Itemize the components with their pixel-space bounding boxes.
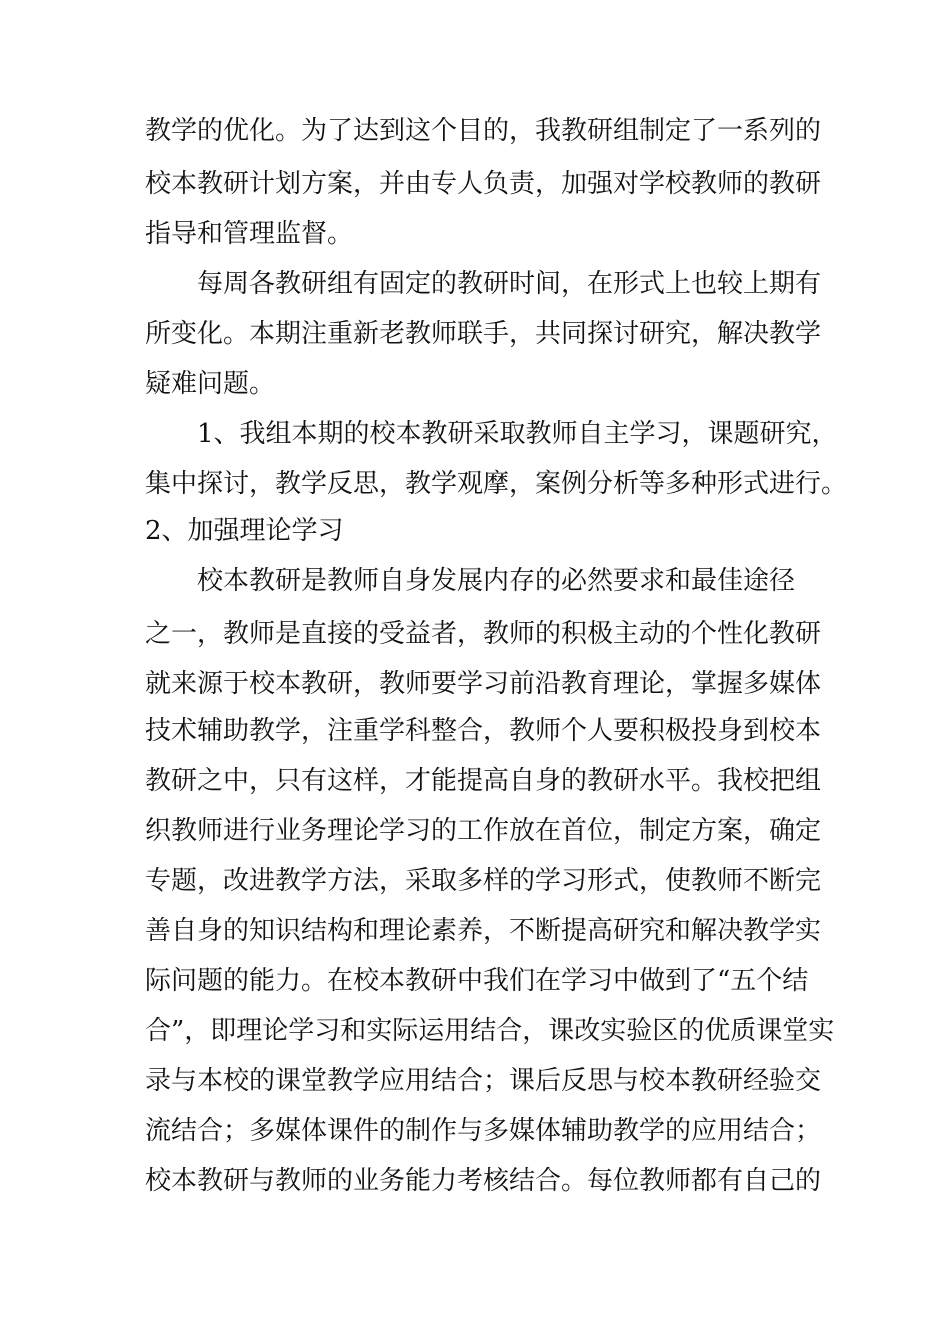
text-line: 录与本校的课堂教学应用结合；课后反思与校本教研经验交 [145,1066,822,1096]
text-line: 就来源于校本教研，教师要学习前沿教育理论，掌握多媒体 [145,669,822,699]
text-line: 织教师进行业务理论学习的工作放在首位，制定方案，确定 [145,816,822,846]
text-line: 合”，即理论学习和实际运用结合，课改实验区的优质课堂实 [145,1016,835,1046]
text-line: 校本教研与教师的业务能力考核结合。每位教师都有自己的 [145,1166,822,1196]
text-line: 疑难问题。 [145,369,276,399]
text-line: 教学的优化。为了达到这个目的，我教研组制定了一系列的 [145,116,822,146]
text-line: 技术辅助教学，注重学科整合，教师个人要积极投身到校本 [145,716,822,746]
text-line: 指导和管理监督。 [145,219,354,249]
text-line: 流结合；多媒体课件的制作与多媒体辅助教学的应用结合； [145,1116,822,1146]
text-line: 每周各教研组有固定的教研时间，在形式上也较上期有 [197,269,822,299]
text-line: 集中探讨，教学反思，教学观摩，案例分析等多种形式进行。 [145,469,848,499]
text-line: 际问题的能力。在校本教研中我们在学习中做到了“五个结 [145,966,809,996]
text-line: 教研之中，只有这样，才能提高自身的教研水平。我校把组 [145,766,822,796]
text-line: 专题，改进教学方法，采取多样的学习形式，使教师不断完 [145,866,822,896]
text-line: 校本教研是教师自身发展内存的必然要求和最佳途径 [197,566,796,596]
text-line: 所变化。本期注重新老教师联手，共同探讨研究，解决教学 [145,319,822,349]
text-line: 校本教研计划方案，并由专人负责，加强对学校教师的教研 [145,169,822,199]
text-line: 善自身的知识结构和理论素养，不断提高研究和解决教学实 [145,916,822,946]
text-line: 1、我组本期的校本教研采取教师自主学习，课题研究， [197,419,838,449]
text-line: 之一，教师是直接的受益者，教师的积极主动的个性化教研 [145,619,822,649]
section-heading: 2、加强理论学习 [145,516,344,546]
